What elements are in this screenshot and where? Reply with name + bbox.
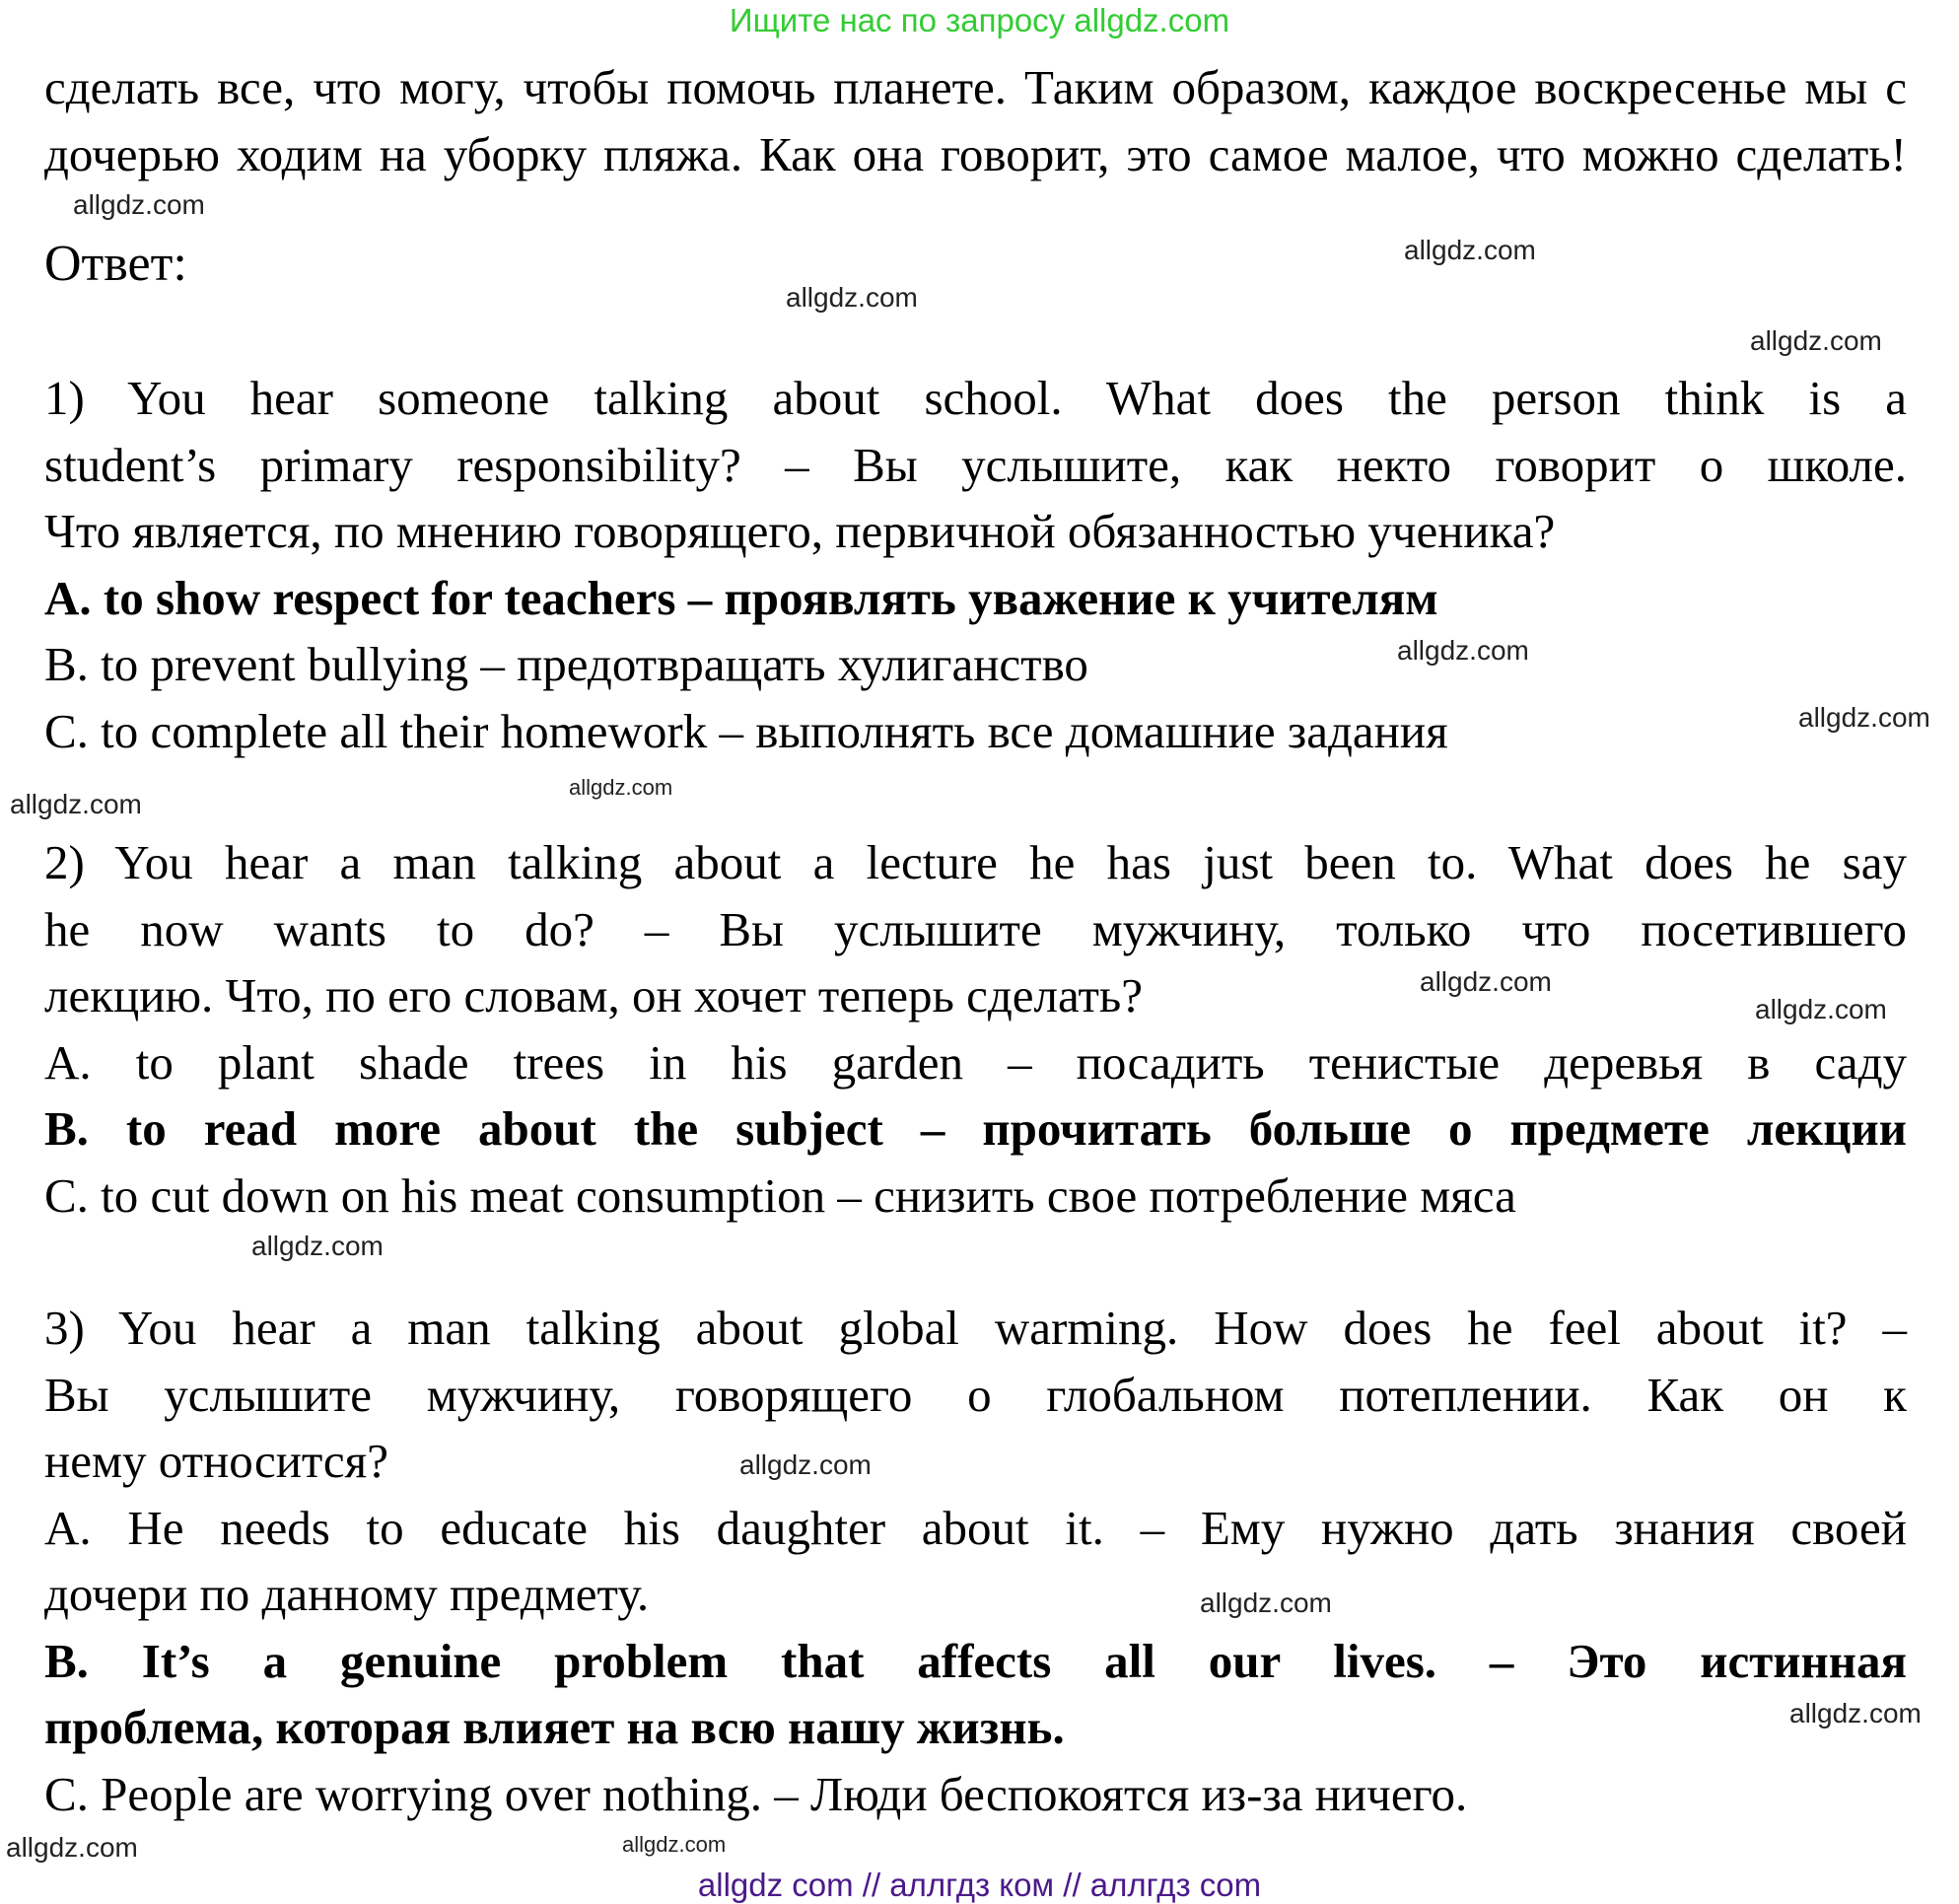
watermark: allgdz.com [786,282,918,313]
text-line: student’s primary responsibility? – Вы услышите, как некто говорит о школе. [44,437,1907,492]
watermark: allgdz.com [1755,994,1887,1024]
question-1 [44,365,1907,764]
text-line: 2) You hear a man talking about a lecture he has just been to. What does he say [44,835,1907,889]
text-line: лекцию. Что, по его словам, он хочет теперь сделать? [44,968,1143,1023]
question-2 [44,829,1907,1229]
watermark: allgdz.com [6,1832,138,1863]
correct-answer-line: B. It’s a genuine problem that affects all our lives. – Это истинная [44,1633,1907,1688]
bottom-watermark-banner: allgdz com // аллгдз ком // аллгдз com [697,1867,1262,1903]
watermark: allgdz.com [73,189,205,220]
correct-answer-line: A. to show respect for teachers – проявлять уважение к учителям [44,570,1438,625]
watermark: allgdz.com [1789,1698,1922,1728]
intro-paragraph [44,54,1907,187]
text-line: Вы услышите мужчину, говорящего о глобальном потеплении. Как он к [44,1367,1907,1422]
watermark: allgdz.com [1750,325,1882,356]
text-line: C. to complete all their homework – выполнять все домашние задания [44,703,1448,758]
text-line: дочерью ходим на уборку пляжа. Как она говорит, это самое малое, что можно сделать! [44,126,1907,181]
watermark: allgdz.com [1397,635,1529,666]
watermark: allgdz.com [739,1449,872,1480]
text-line: C. People are worrying over nothing. – Люди беспокоятся из-за ничего. [44,1766,1468,1821]
text-line: Что является, по мнению говорящего, первичной обязанностью ученика? [44,504,1556,558]
text-line: B. to prevent bullying – предотвращать хулиганство [44,637,1088,691]
text-line: A. to plant shade trees in his garden – посадить тенистые деревья в саду [44,1034,1907,1090]
watermark: allgdz.com [1404,235,1536,265]
text-line: нему относится? [44,1434,388,1488]
text-line: C. to cut down on his meat consumption – снизить свое потребление мяса [44,1167,1516,1223]
text-line: A. He needs to educate his daughter about it. – Ему нужно дать знания своей [44,1500,1907,1555]
top-watermark-banner: Ищите нас по запросу allgdz.com [729,2,1230,38]
question-3 [44,1295,1907,1827]
correct-answer-line: проблема, которая влияет на всю нашу жизнь. [44,1700,1065,1754]
correct-answer-line: B. to read more about the subject – прочитать больше о предмете лекции [44,1101,1907,1156]
text-line: дочери по данному предмету. [44,1567,650,1621]
watermark: allgdz.com [622,1832,727,1857]
watermark: allgdz.com [10,789,142,819]
watermark: allgdz.com [1200,1587,1332,1618]
text-line: 3) You hear a man talking about global warming. How does he feel about it? – [44,1301,1907,1355]
watermark: allgdz.com [1420,966,1552,997]
text-line: сделать все, что могу, чтобы помочь планете. Таким образом, каждое воскресенье мы с [44,60,1907,114]
watermark: allgdz.com [251,1231,384,1261]
answer-label: Ответ: [44,236,187,292]
watermark: allgdz.com [1798,702,1930,733]
text-line: 1) You hear someone talking about school. What does the person think is a [44,371,1907,425]
watermark: allgdz.com [569,775,673,800]
text-line: he now wants to do? – Вы услышите мужчину, только что посетившего [44,901,1907,956]
